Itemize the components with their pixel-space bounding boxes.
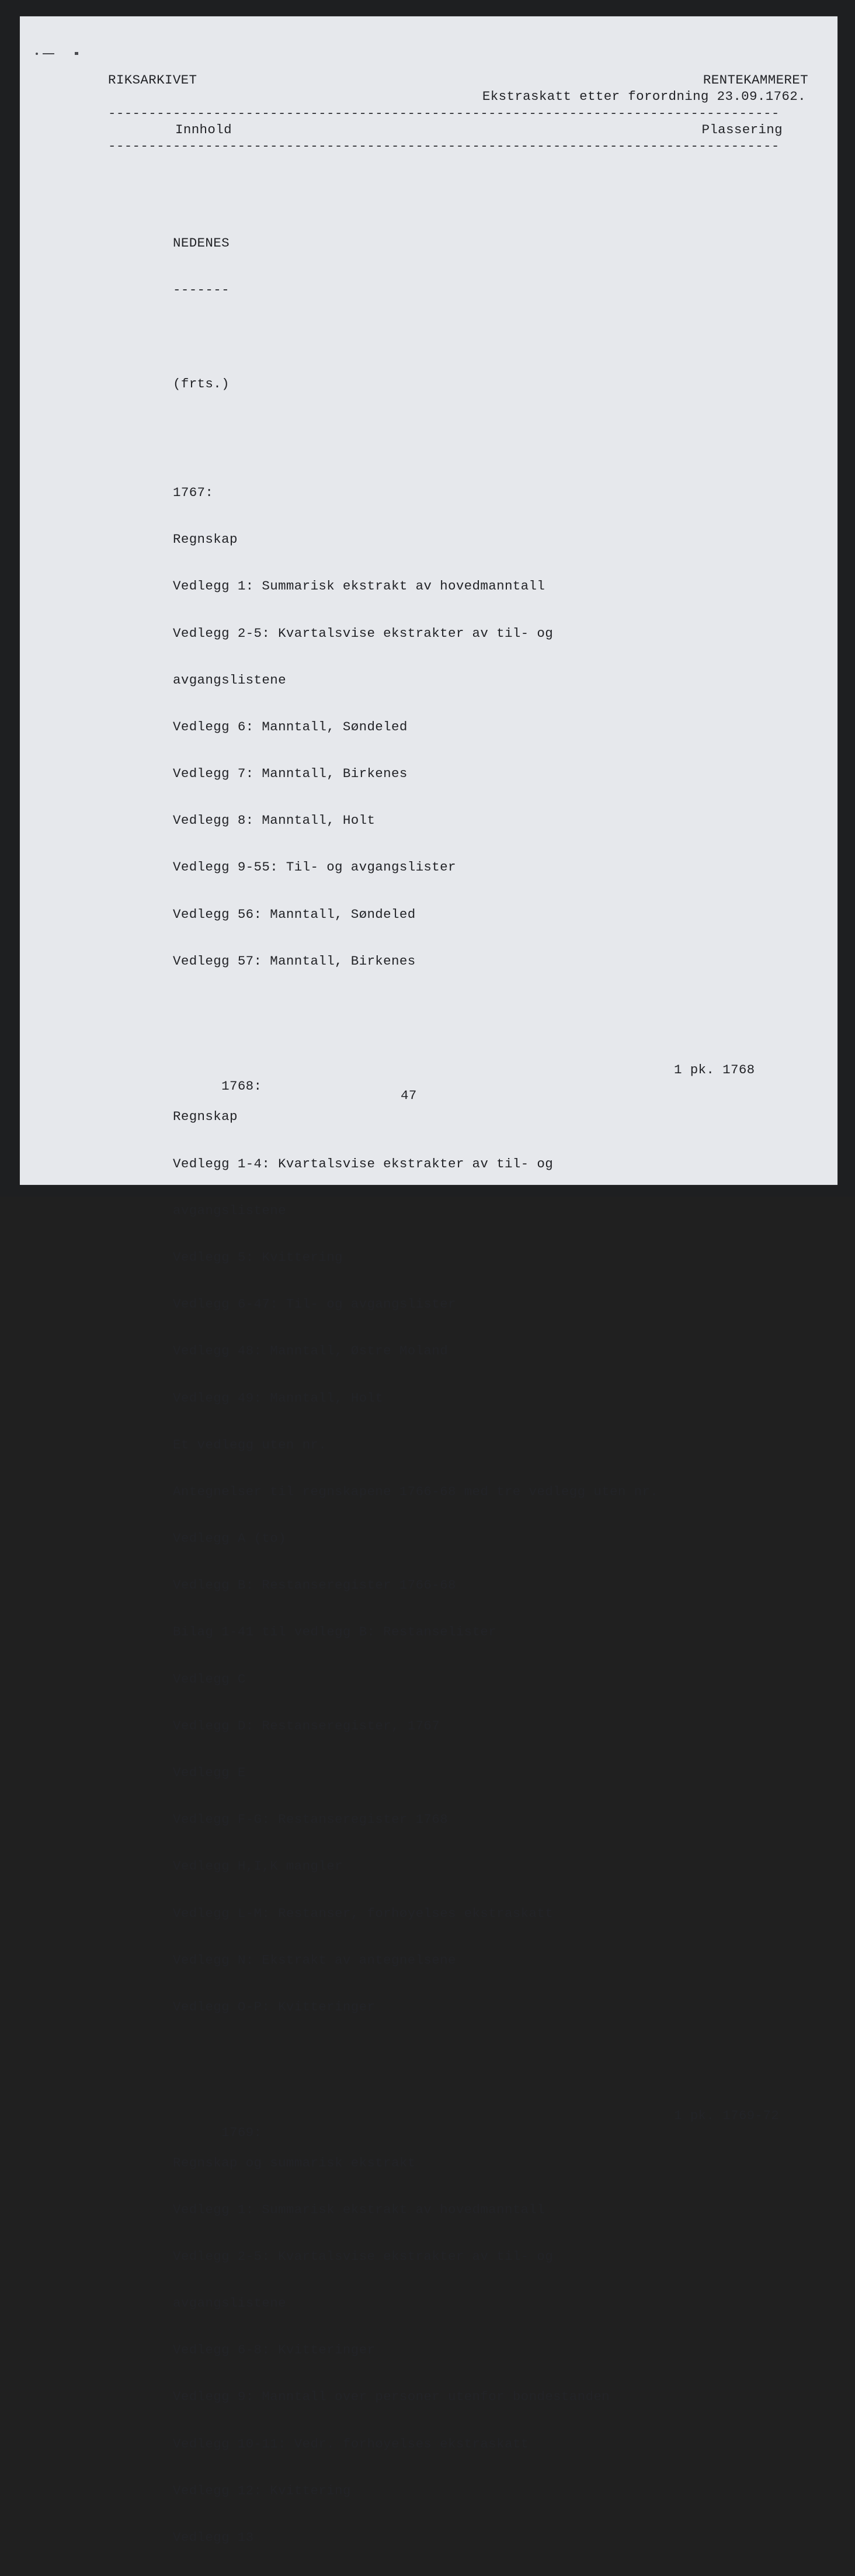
corner-ink-mark [43, 53, 54, 54]
entry-line: Vedlegg 10-11: Vedr. forhøyelses ekstraskatt [173, 2436, 529, 2452]
placement-1768: 1 pk. 1768 [674, 1062, 755, 1078]
document-subtitle: Ekstraskatt etter forordning 23.09.1762. [482, 89, 806, 104]
column-content-label: Innhold [175, 122, 232, 137]
entry-line: Vedlegg D: Restanseregister, 1767 [173, 1718, 440, 1733]
entry-line: Regnskap [173, 532, 238, 547]
entry-line: Vedlegg O-P: Kvitteringer [173, 1999, 376, 2015]
corner-ink-mark [36, 53, 38, 55]
entry-line: Regnskap og summarisk ekstrakt [173, 2155, 416, 2171]
entry-line: Vedlegg 9-55: Til- og avgangslister [173, 859, 456, 875]
entry-line: Vedlegg E [173, 1765, 246, 1780]
entry-line: Vedlegg 49: Manntall, Holt [173, 1390, 384, 1406]
entry-line: avgangslistene [173, 2296, 286, 2311]
entry-line: Vedlegg 48: Manntall, Østre Moland [173, 1343, 448, 1359]
section-underline: ------- [173, 282, 230, 298]
section-title: NEDENES [173, 235, 230, 251]
entry-line: Vedlegg 1: Summarisk ekstrakt av hovedmanntall [173, 2201, 545, 2217]
entry-line: Vedlegg 12: Kvittering [173, 2483, 351, 2498]
collection-name: RENTEKAMMERET [703, 72, 808, 88]
year-heading-1768: 1768: [221, 1079, 262, 1094]
header-divider-bottom: ----------------------------------------------------------------------------------- [108, 138, 780, 154]
spacer [173, 2045, 804, 2062]
entry-line: Vedlegg C [173, 1671, 246, 1687]
column-placement-label: Plassering [701, 122, 783, 137]
entry-line: Vedlegg B: Restanseregister 1766-68 [173, 1578, 456, 1593]
year-row-1769 [173, 2107, 804, 2140]
entry-line: Vedlegg 57: Manntall, Birkenes [173, 953, 416, 969]
entry-line: Vedlegg 1-4: Kvartalsvise ekstrakter av til- og [173, 1156, 554, 1171]
entry-line: Bilag 1-41 til vedlegg B: Restanselister [173, 1624, 497, 1640]
entry-line: Vedlegg 2-5: Kvartalsvise ekstrakter av til- og [173, 625, 554, 641]
entry-line: Antegnelser til regnskapene 1766-68 med tre vedlegg uten nr. [173, 1483, 659, 1499]
entry-line: avgangslistene [173, 1202, 286, 1218]
placement-1769: 1 pk. 1769-72 [674, 2108, 780, 2124]
entry-line: Vedlegg 7: Manntall, Birkenes [173, 766, 408, 782]
year-row-1768 [173, 1062, 804, 1094]
spacer [173, 422, 804, 439]
entry-line: Vedlegg 13 [173, 2530, 254, 2545]
entry-line: Vedlegg L-M: Restanser, forhøyelses ekstraskatt [173, 1905, 554, 1921]
entry-line: Vedlegg N: Ekstrakt av antegnelsene [173, 1952, 456, 1968]
entry-line: Vedlegg A (to) [173, 1531, 286, 1547]
entry-line: Vedlegg 8: Manntall, Holt [173, 813, 376, 828]
archive-name: RIKSARKIVET [108, 72, 197, 88]
document-body [173, 204, 804, 2576]
spacer [173, 328, 804, 345]
continuation-note: (frts.) [173, 376, 230, 391]
entry-line: Vedlegg 5: Kvittering [173, 1249, 343, 1265]
entry-line: Regnskap [173, 1109, 238, 1125]
entry-line: Vedlegg 9: Manntall over personer utenfor bondestanden [173, 2389, 610, 2405]
entry-line: avgangslistene [173, 672, 286, 688]
entry-line: Vedlegg 1: Summarisk ekstrakt av hovedmanntall [173, 578, 545, 594]
page-number: 47 [401, 1088, 417, 1103]
year-heading-1767: 1767: [173, 484, 214, 500]
entry-line: Vedlegg 56: Manntall, Søndeled [173, 906, 416, 922]
year-heading-1769: 1769: [221, 2124, 262, 2140]
corner-ink-mark [75, 52, 78, 55]
entry-line: Vedlegg 6-47: Til- og avgangslister [173, 1296, 456, 1312]
spacer [173, 1000, 804, 1016]
entry-line: Et vedlegg uten nr. [173, 1437, 327, 1452]
entry-line: Vedlegg H,I,K mangler [173, 1859, 343, 1874]
entry-line: Vedlegg 2-5: Kvartalsvise ekstrakter av til- og [173, 2248, 554, 2264]
entry-line: Vedlegg 6: Manntall, Søndeled [173, 719, 408, 734]
entry-line: Vedlegg F-G: Restanseregister 1768 [173, 1812, 448, 1828]
header-divider-top: ----------------------------------------------------------------------------------- [108, 106, 780, 121]
entry-line: Vedlegg 6-8: Kvitteringer [173, 2342, 376, 2358]
